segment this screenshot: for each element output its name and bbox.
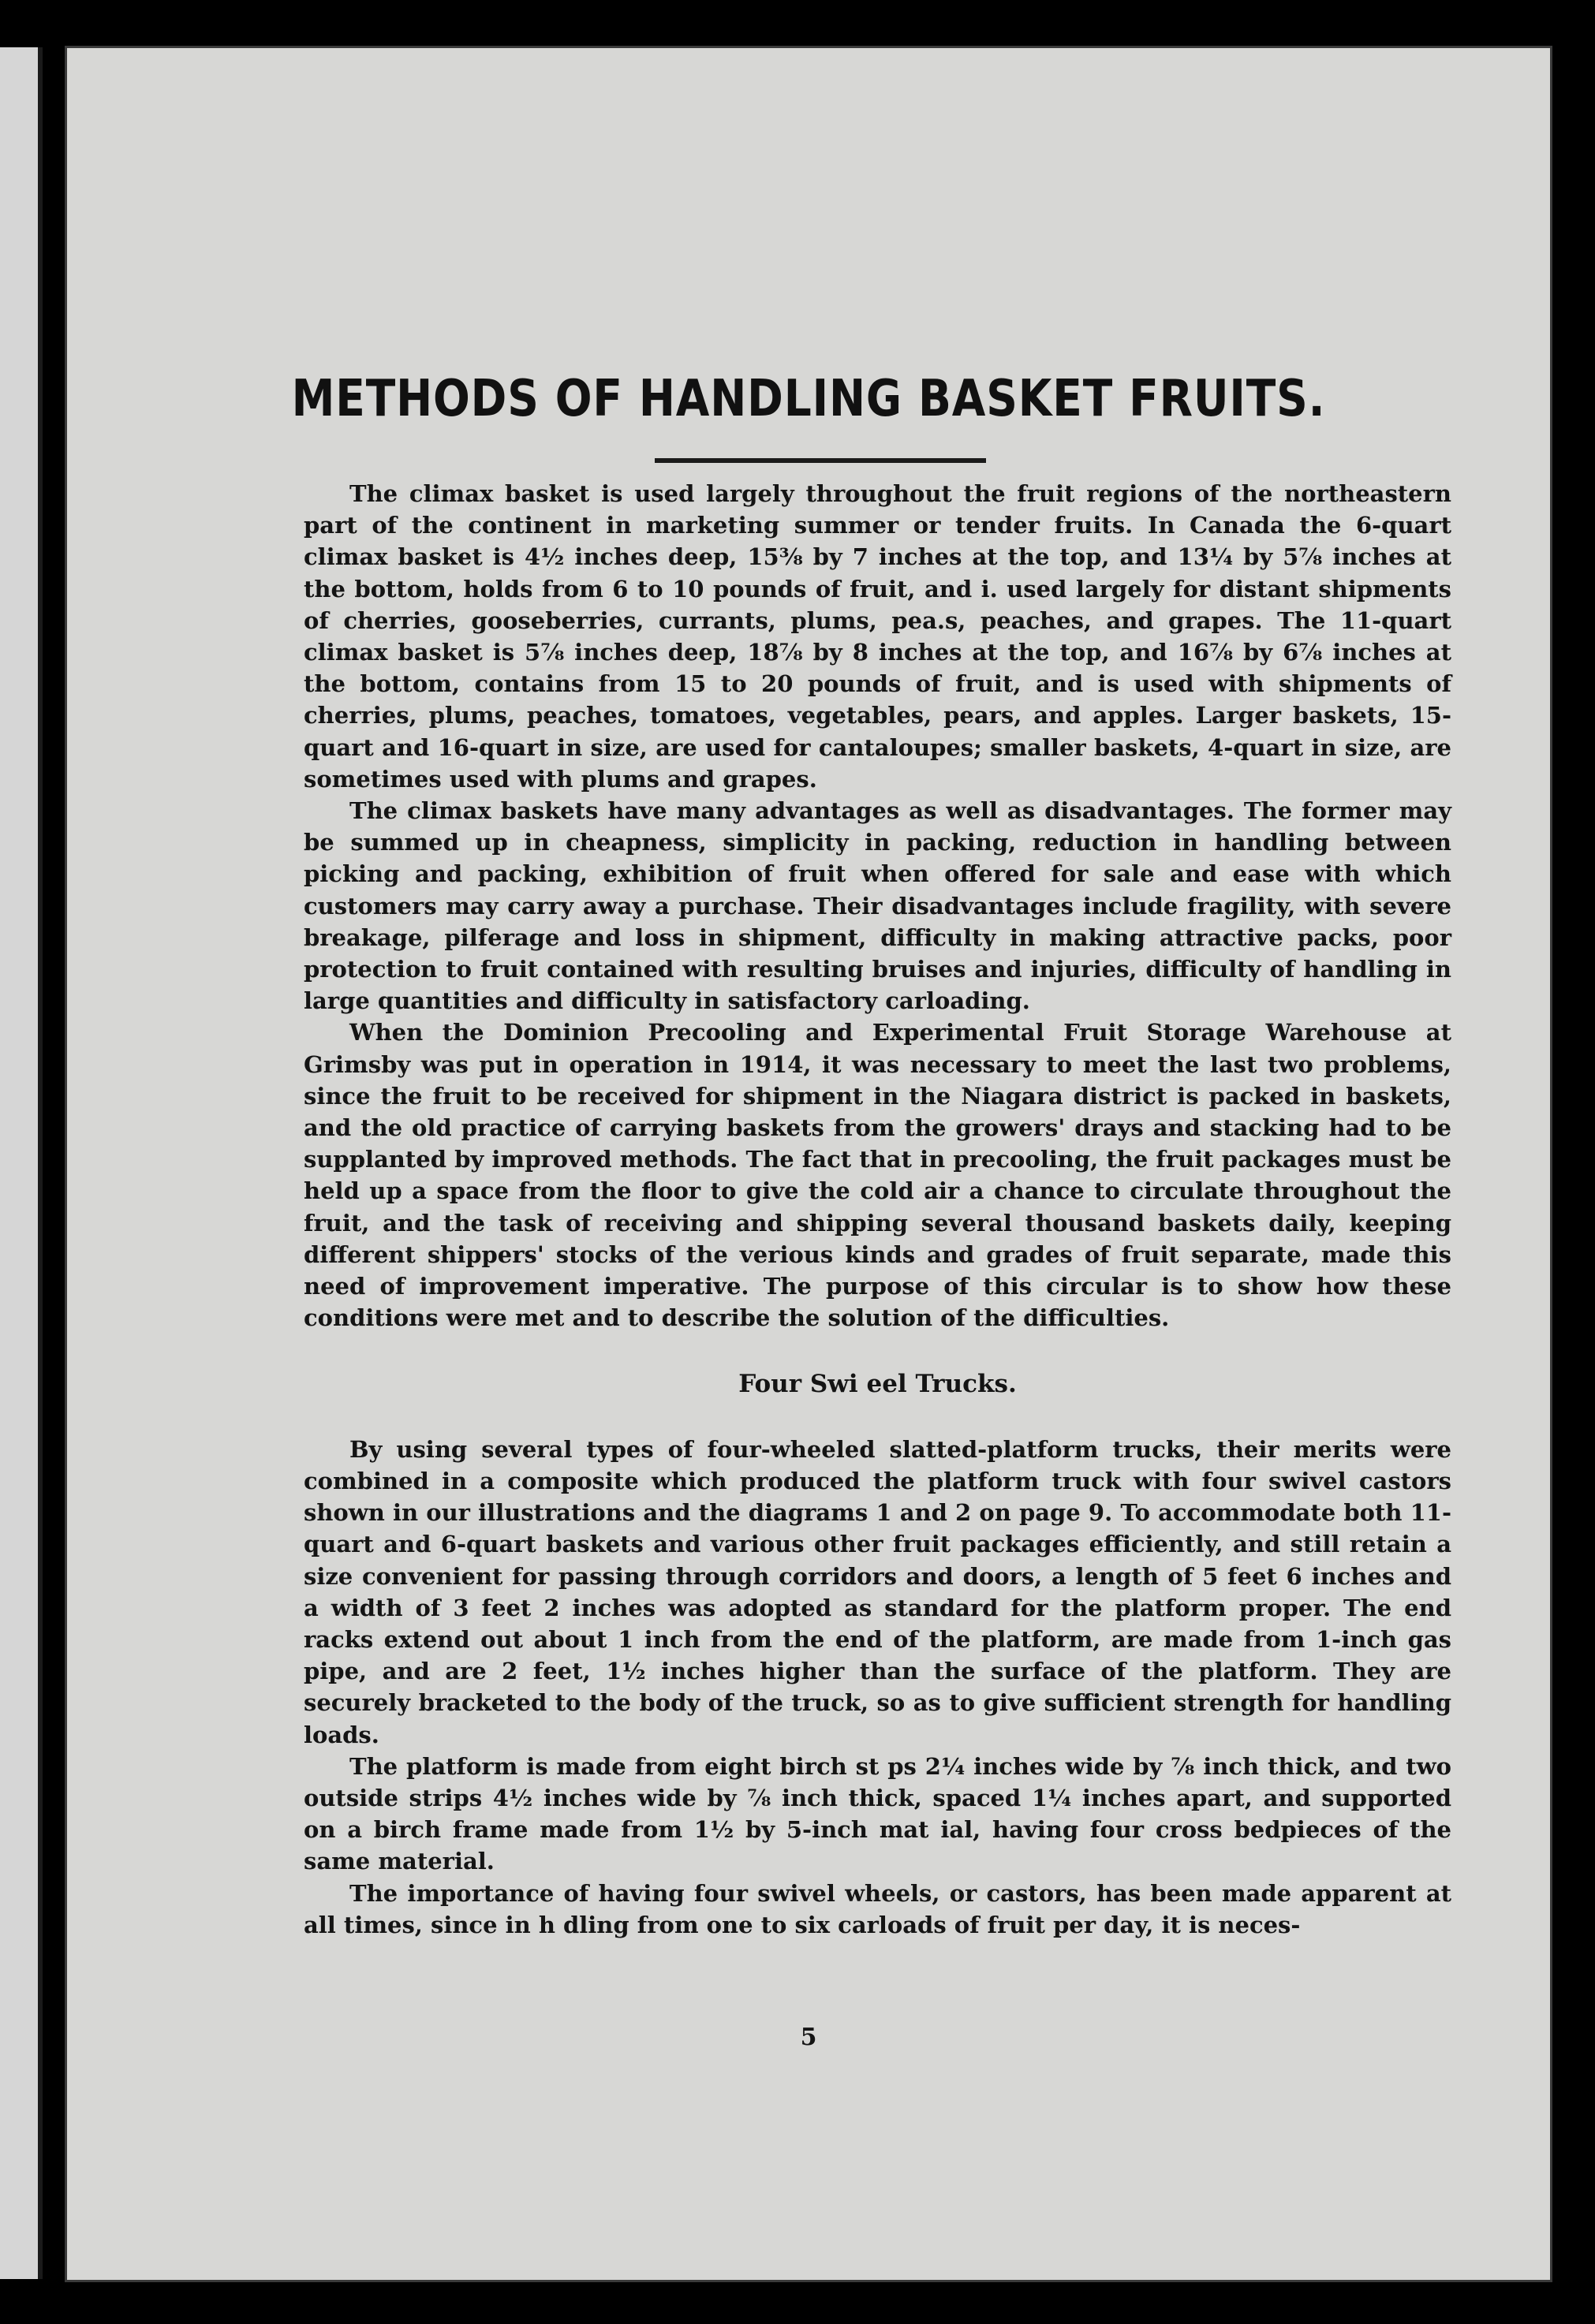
document-page bbox=[65, 46, 1552, 2282]
page-number: 5 bbox=[800, 2024, 817, 2051]
body-text bbox=[304, 478, 1451, 1941]
section-heading: Four Swi eel Trucks. bbox=[738, 1370, 1017, 1399]
paragraph: By using several types of four-wheeled slatted-platform trucks, their merits were combined in a composite which produced the platform truck with four swivel castors shown in our illustrations and the diagrams 1 and 2 on page 9. To accommodate both 11-quart and 6-quart baskets and various other fruit packages efficiently, and still retain a size convenient for passing through corridors and doors, a length of 5 feet 6 inches and a width of 3 feet 2 inches was adopted as standard for the platform proper. The end racks extend out about 1 inch from the end of the platform, are made from 1-inch gas pipe, and are 2 feet, 1½ inches higher than the surface of the platform. They are securely bracketed to the body of the truck, so as to give sufficient strength for handling loads. bbox=[304, 1435, 1451, 1748]
title-rule bbox=[655, 458, 986, 463]
paragraph: The climax basket is used largely throughout the fruit regions of the northeastern part of the continent in marketing summer or tender fruits. In Canada the 6-quart climax basket is 4½ inches deep, 15⅜ by 7 inches at the top, and 13¼ by 5⅞ inches at the bottom, holds from 6 to 10 pounds of fruit, and i. used largely for distant shipments of cherries, gooseberries, currants, plums, pea.s, peaches, and grapes. The 11-quart climax basket is 5⅞ inches deep, 18⅞ by 8 inches at the top, and 16⅞ by 6⅞ inches at the bottom, contains from 15 to 20 pounds of fruit, and is used with shipments of cherries, plums, peaches, tomatoes, vegetables, pears, and apples. Larger baskets, 15-quart and 16-quart in size, are used for cantaloupes; smaller baskets, 4-quart in size, are sometimes used with plums and grapes. bbox=[304, 480, 1451, 793]
page-title: METHODS OF HANDLING BASKET FRUITS. bbox=[291, 370, 1326, 428]
paragraph: The platform is made from eight birch st ps 2¼ inches wide by ⅞ inch thick, and two outside strips 4½ inches wide by ⅞ inch thick, spaced 1¼ inches apart, and supported on a birch frame made from 1½ by 5-inch mat ial, having four cross bedpieces of the same material. bbox=[304, 1752, 1451, 1875]
paragraph: The climax baskets have many advantages as well as disadvantages. The former may be summed up in cheapness, simplicity in packing, reduction in handling between picking and packing, exhibition of fruit when offered for sale and ease with which customers may carry away a purchase. Their disadvantages include fragility, with severe breakage, pilferage and loss in shipment, difficulty in making attractive packs, poor protection to fruit contained with resulting bruises and injuries, difficulty of handling in large quantities and difficulty in satisfactory carloading. bbox=[304, 797, 1451, 1015]
adjacent-page-edge bbox=[0, 47, 43, 2279]
paragraph: The importance of having four swivel wheels, or castors, has been made apparent at all times, since in h dling from one to six carloads of fruit per day, it is neces- bbox=[304, 1879, 1451, 1938]
paragraph: When the Dominion Precooling and Experimental Fruit Storage Warehouse at Grimsby was put in operation in 1914, it was necessary to meet the last two problems, since the fruit to be received for shipment in the Niagara district is packed in baskets, and the old practice of carrying baskets from the growers' drays and stacking had to be supplanted by improved methods. The fact that in precooling, the fruit packages must be held up a space from the floor to give the cold air a chance to circulate throughout the fruit, and the task of receiving and shipping several thousand baskets daily, keeping different shippers' stocks of the verious kinds and grades of fruit separate, made this need of improvement imperative. The purpose of this circular is to show how these conditions were met and to describe the solution of the difficulties. bbox=[304, 1019, 1451, 1332]
